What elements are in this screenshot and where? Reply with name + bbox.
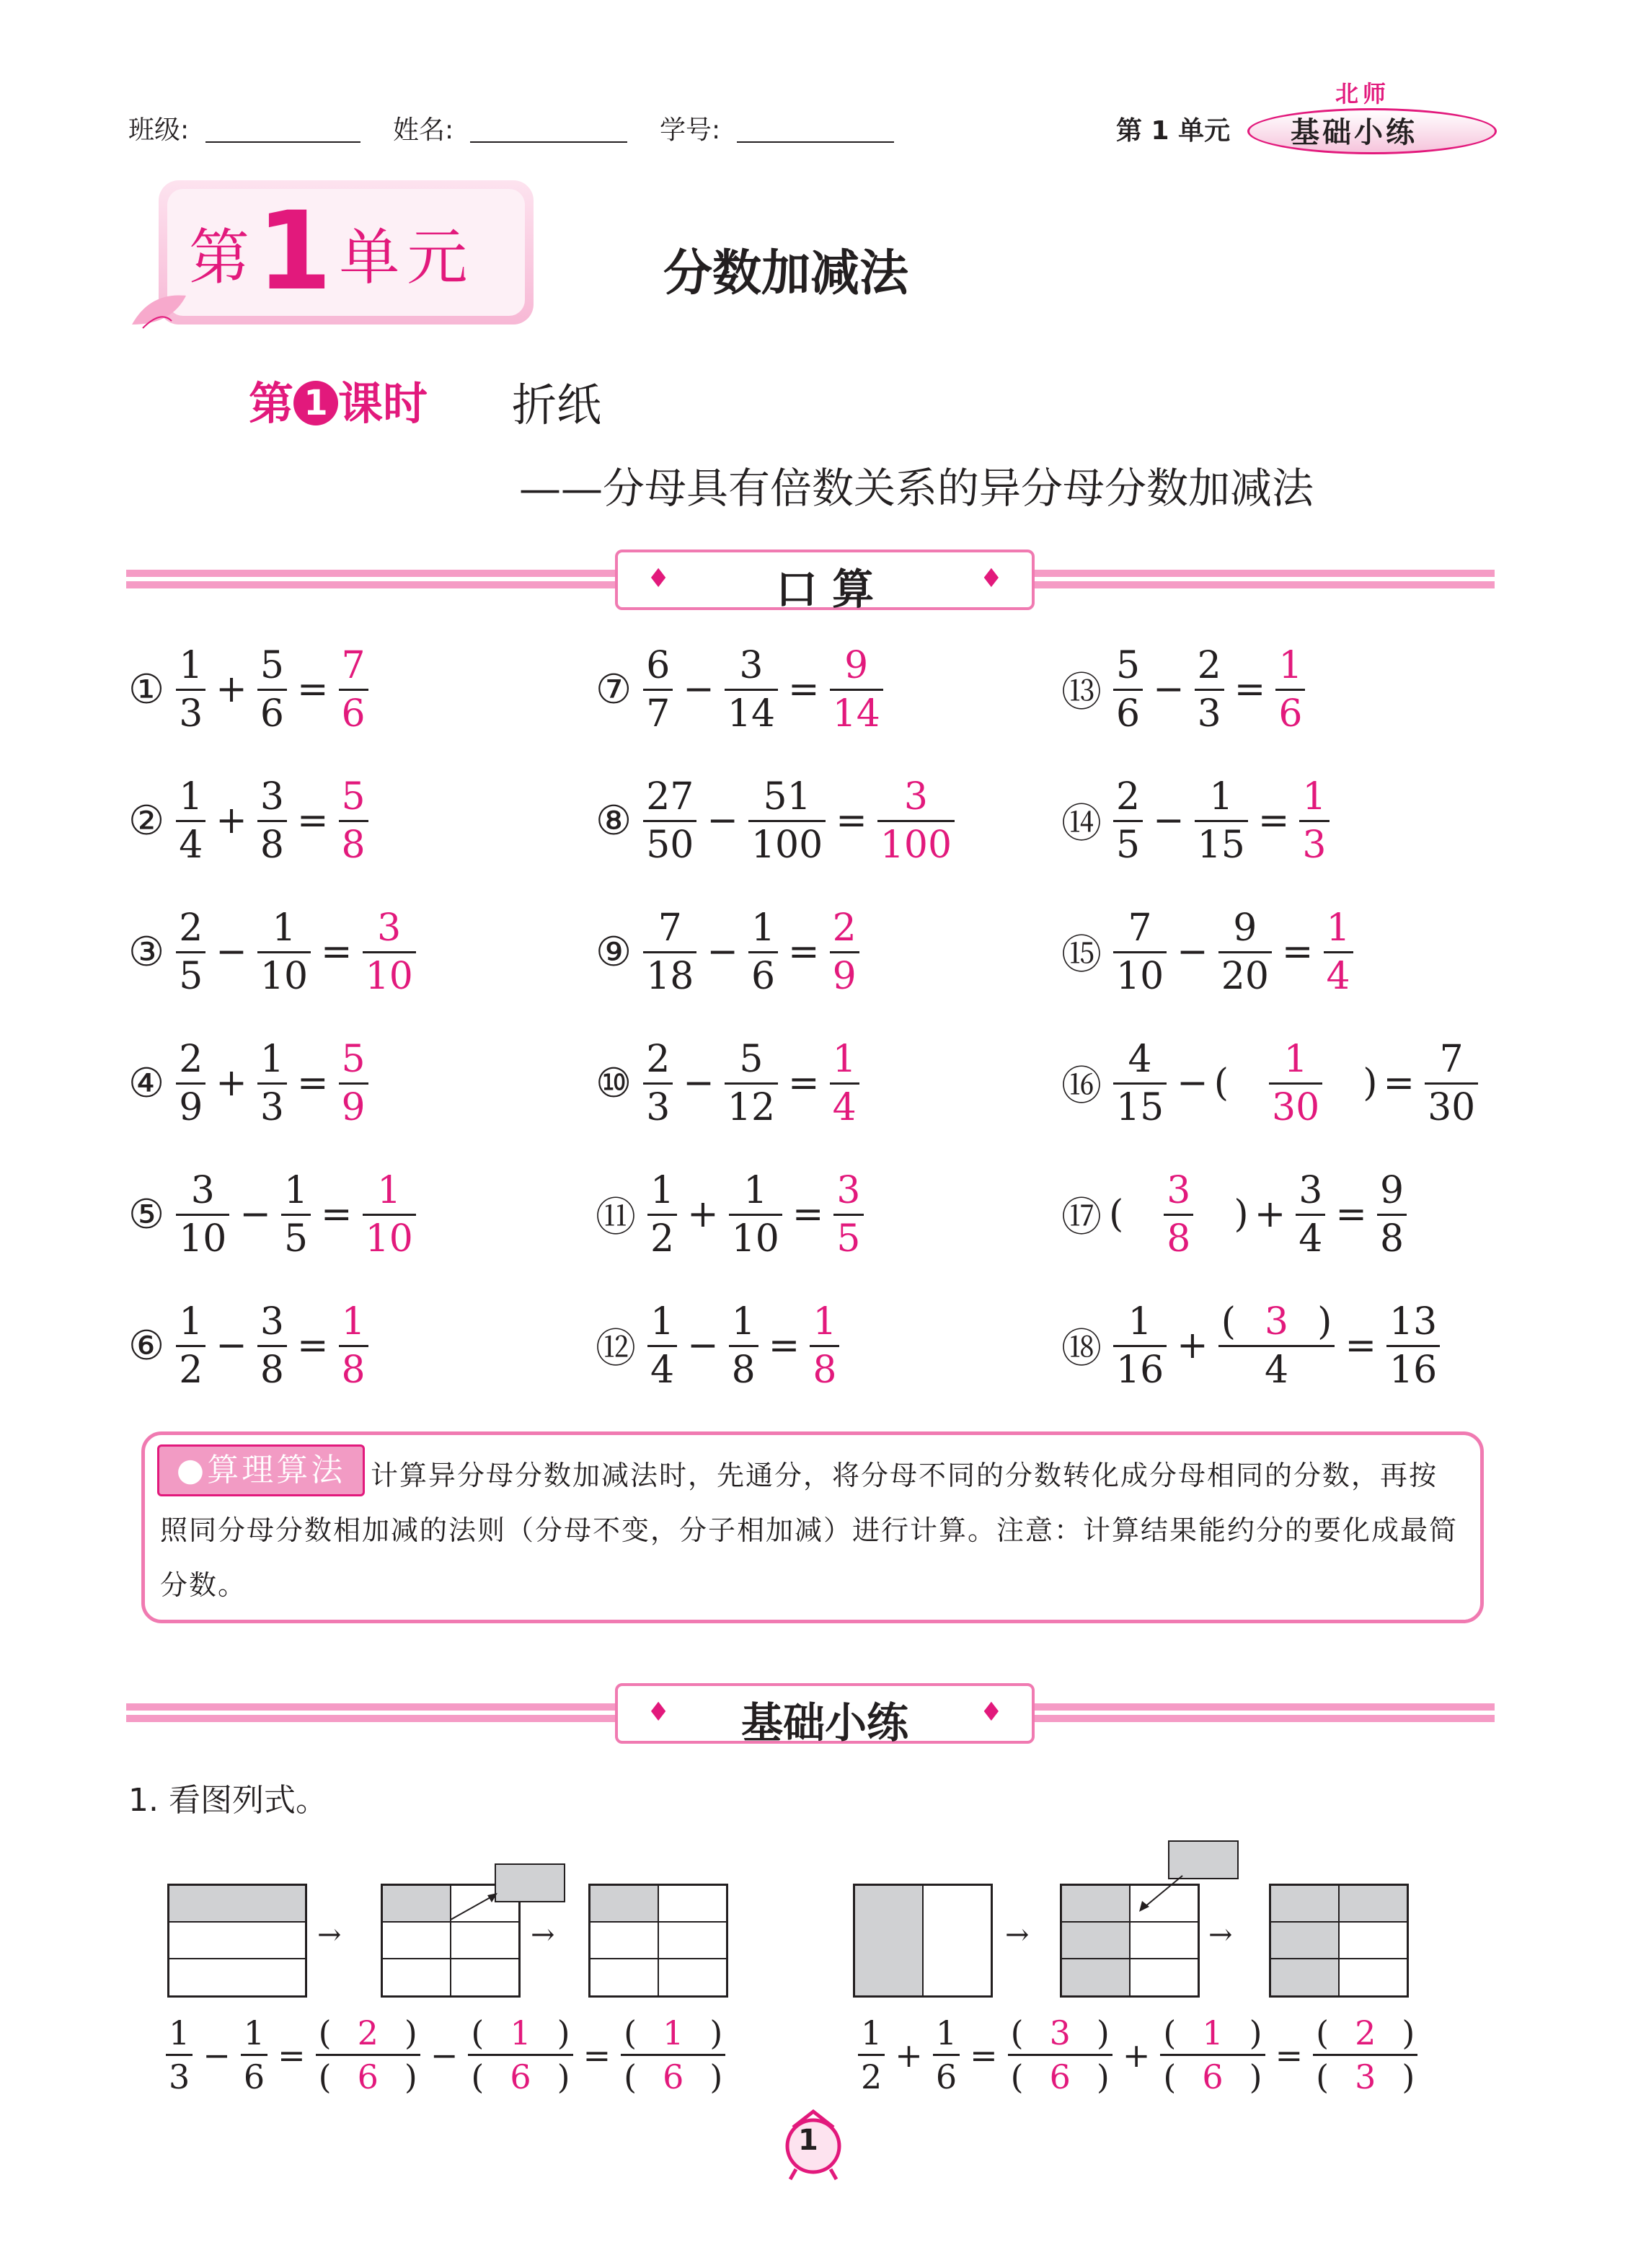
class-blank[interactable] — [205, 141, 360, 143]
diamond-icon: ♦ — [647, 564, 671, 594]
question-1: 1. 看图列式。 — [128, 1782, 327, 1819]
problem-number: ⑨ — [596, 928, 632, 976]
problem-1: ① 1 3 + 5 6 = 7 6 — [128, 639, 373, 740]
unit-title: 分数加减法 — [663, 245, 909, 302]
answer-3[interactable]: 3 10 — [363, 905, 416, 1000]
problem-11: ⑪ 1 2 + 1 10 = 3 5 — [596, 1164, 868, 1265]
diamond-icon: ♦ — [647, 1698, 671, 1727]
problem-number: ⑦ — [596, 666, 632, 713]
diamond-icon: ♦ — [979, 564, 1003, 594]
lesson-heading: 第 1 课时 — [249, 377, 428, 430]
problem-number: ⑧ — [596, 797, 632, 844]
tip-label: ●算理算法 — [157, 1444, 365, 1496]
answer-left-2[interactable]: ( 1 ) ( 6 ) — [468, 2012, 572, 2098]
lesson-subtitle: ——分母具有倍数关系的异分母分数加减法 — [519, 464, 1314, 513]
section-oral — [615, 550, 1035, 614]
arrow-icon: → — [1208, 1918, 1233, 1951]
problem-3: ③ 2 5 − 1 10 = 3 10 — [128, 901, 420, 1002]
answer-16[interactable]: 1 30 — [1269, 1036, 1322, 1131]
name-label: 姓名: — [393, 115, 454, 145]
answer-right-2[interactable]: ( 1 ) ( 6 ) — [1160, 2012, 1265, 2098]
problem-4: ④ 2 9 + 1 3 = 5 9 — [128, 1033, 373, 1134]
problem-7: ⑦ 6 7 − 3 14 = 9 14 — [596, 639, 888, 740]
student-id-blank[interactable] — [737, 141, 894, 143]
equation-right: 1 2 + 1 6 = ( 3 ) ( 6 ) + ( 1 ) ( 6 ) = ( 2 ) ( 3 ) — [854, 2012, 1422, 2098]
problem-number: ⑪ — [596, 1194, 636, 1241]
diagram-halves — [853, 1884, 993, 1998]
answer-8[interactable]: 3 100 — [877, 774, 955, 868]
brand-name: 基础小练 — [1291, 116, 1417, 149]
unit-tag: 第 1 单元 — [1116, 116, 1231, 146]
problem-number: ⑤ — [128, 1191, 165, 1238]
diagram-thirds — [167, 1884, 307, 1998]
answer-13[interactable]: 1 6 — [1275, 643, 1305, 737]
problem-9: ⑨ 7 18 − 1 6 = 2 9 — [596, 901, 864, 1002]
arrow-icon: → — [1005, 1918, 1030, 1951]
student-id-label: 学号: — [660, 115, 721, 145]
problem-17: ⑰ ( 3 8 ) + 3 4 = 9 8 — [1061, 1164, 1411, 1265]
arrow-icon: → — [531, 1918, 555, 1951]
problem-13: ⑬ 5 6 − 2 3 = 1 6 — [1061, 639, 1309, 740]
problem-6: ⑥ 1 2 − 3 8 = 1 8 — [128, 1295, 373, 1396]
problem-number: ④ — [128, 1059, 165, 1107]
problem-18: ⑱ 1 16 + ( 3 ) 4 = 13 16 — [1061, 1295, 1444, 1396]
diagram-sixths-b — [588, 1884, 728, 1998]
answer-right-1[interactable]: ( 3 ) ( 6 ) — [1008, 2012, 1112, 2098]
leaf-icon — [128, 288, 193, 332]
brand-top: 北师 — [1335, 80, 1391, 107]
problem-number: ⑩ — [596, 1059, 632, 1107]
tip-text: 计算异分母分数加减法时，先通分，将分母不同的分数转化成分母相同的分数，再按照同分母分数相加减的法则（分母不变，分子相加减）进行计算。注意：计算结果能约分的要化成最简分数。 — [160, 1460, 1459, 1601]
problem-number: ⑬ — [1061, 669, 1102, 716]
answer-15[interactable]: 1 4 — [1324, 905, 1353, 1000]
answer-18[interactable]: ( 3 ) 4 — [1218, 1299, 1335, 1393]
answer-1[interactable]: 7 6 — [339, 643, 368, 737]
lesson-name: 折纸 — [512, 379, 602, 431]
answer-2[interactable]: 5 8 — [339, 774, 368, 868]
class-label: 班级: — [128, 115, 190, 145]
answer-right-3[interactable]: ( 2 ) ( 3 ) — [1313, 2012, 1417, 2098]
problem-10: ⑩ 2 3 − 5 12 = 1 4 — [596, 1033, 864, 1134]
diamond-icon: ♦ — [979, 1698, 1003, 1727]
answer-17[interactable]: 3 8 — [1164, 1168, 1193, 1262]
answer-left-1[interactable]: ( 2 ) ( 6 ) — [316, 2012, 420, 2098]
problem-15: ⑮ 7 10 − 9 20 = 1 4 — [1061, 901, 1358, 1002]
arrow-icon: → — [317, 1918, 342, 1951]
problem-16: ⑯ 4 15 − ( 1 30 ) = 7 30 — [1061, 1033, 1482, 1134]
problem-14: ⑭ 2 5 − 1 15 = 1 3 — [1061, 770, 1334, 871]
name-blank[interactable] — [470, 141, 627, 143]
problem-number: ⑮ — [1061, 932, 1102, 979]
problem-number: ⑭ — [1061, 800, 1102, 847]
section-oral-title: 口 算 — [775, 565, 875, 614]
answer-11[interactable]: 3 5 — [833, 1168, 863, 1262]
problem-number: ⑥ — [128, 1322, 165, 1369]
arrow-icon — [447, 1889, 505, 1925]
unit-heading: 第1单元 — [189, 189, 475, 314]
answer-9[interactable]: 2 9 — [830, 905, 859, 1000]
page-number: 1 — [798, 2124, 818, 2157]
problem-number: ① — [128, 666, 165, 713]
answer-left-3[interactable]: ( 1 ) ( 6 ) — [621, 2012, 725, 2098]
answer-7[interactable]: 9 14 — [830, 643, 883, 737]
answer-4[interactable]: 5 9 — [339, 1036, 368, 1131]
problem-number: ② — [128, 797, 165, 844]
diagram-sixths-d — [1269, 1884, 1409, 1998]
section-basic — [615, 1683, 1035, 1747]
removed-piece — [495, 1863, 565, 1902]
answer-12[interactable]: 1 8 — [810, 1299, 839, 1393]
answer-6[interactable]: 1 8 — [339, 1299, 368, 1393]
answer-14[interactable]: 1 3 — [1299, 774, 1329, 868]
equation-left: 1 3 − 1 6 = ( 2 ) ( 6 ) − ( 1 ) ( 6 ) = ( 1 ) ( 6 ) — [162, 2012, 730, 2098]
problem-12: ⑫ 1 4 − 1 8 = 1 8 — [596, 1295, 844, 1396]
problem-5: ⑤ 3 10 − 1 5 = 1 10 — [128, 1164, 420, 1265]
problem-2: ② 1 4 + 3 8 = 5 8 — [128, 770, 373, 871]
answer-10[interactable]: 1 4 — [830, 1036, 859, 1131]
problem-number: ⑫ — [596, 1325, 636, 1372]
problem-8: ⑧ 27 50 − 51 100 = 3 100 — [596, 770, 959, 871]
problem-number: ③ — [128, 928, 165, 976]
answer-5[interactable]: 1 10 — [363, 1168, 416, 1262]
section-basic-title: 基础小练 — [740, 1698, 908, 1747]
arrow-icon — [1132, 1872, 1190, 1915]
